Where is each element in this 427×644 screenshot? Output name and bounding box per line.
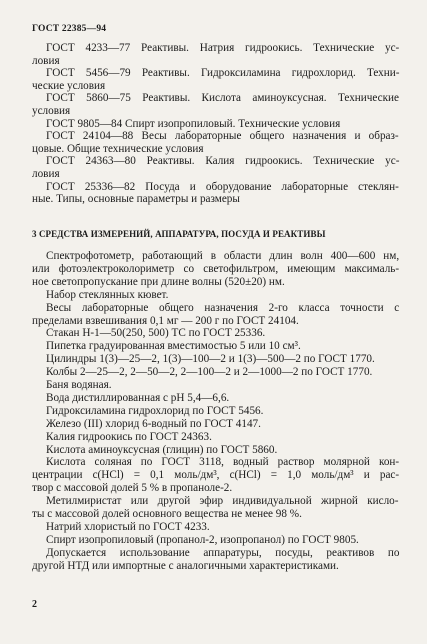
reference-line: ГОСТ 4233—77 Реактивы. Натрия гидроокись. Технические ус- [46, 42, 400, 54]
reference-line: ГОСТ 5860—75 Реактивы. Кислота аминоуксусная. Технические [46, 92, 399, 105]
reference-line: ГОСТ 24104—88 Весы лабораторные общего назначения и образ- [46, 130, 399, 143]
reference-line: условия [32, 105, 71, 117]
equipment-item-line: Набор стеклянных кювет. [46, 288, 169, 301]
equipment-item-line: Метилмиристат или другой эфир индивидуальной жирной кисло- [46, 495, 399, 508]
equipment-item-line: Кислота аминоуксусная (глицин) по ГОСТ 5860. [46, 443, 278, 456]
reference-line: ГОСТ 5456—79 Реактивы. Гидроксиламина гидрохлорид. Техни- [46, 67, 400, 80]
equipment-item-line: Пипетка градуированная вместимостью 5 или 10 см³. [46, 340, 301, 353]
equipment-item-line: Кислота соляная по ГОСТ 3118, водный раствор молярной кон- [46, 456, 400, 469]
equipment-item-line: Колбы 2—25—2, 2—50—2, 2—100—2 и 2—1000—2 по ГОСТ 1770. [46, 366, 373, 379]
equipment-item-line: или фотоэлектроколориметр со светофильтром, имеющим максималь- [32, 262, 400, 275]
equipment-item-line: Спирт изопропиловый (пропанол-2, изопропанол) по ГОСТ 9805. [46, 533, 359, 546]
equipment-item-line: ты с массовой долей основного вещества не менее 98 %. [32, 508, 302, 520]
reference-line: ГОСТ 25336—82 Посуда и оборудование лабораторные стеклян- [46, 180, 399, 193]
equipment-item-line: Цилиндры 1(3)—25—2, 1(3)—100—2 и 1(3)—500—2 по ГОСТ 1770. [46, 353, 375, 366]
equipment-item-line: центрации c(HCl) = 0,1 моль/дм³, c(HCl) = 1,0 моль/дм³ и рас- [32, 469, 400, 482]
reference-line: ческие условия [32, 79, 106, 92]
reference-line: цовые. Общие технические условия [32, 142, 204, 155]
equipment-item-line: Вода дистиллированная с рН 5,4—6,6. [46, 391, 230, 404]
section-heading: 3 СРЕДСТВА ИЗМЕРЕНИЙ, АППАРАТУРА, ПОСУДА И РЕАКТИВЫ [32, 229, 326, 239]
page-header: ГОСТ 22385—94 [32, 24, 107, 34]
reference-line: ГОСТ 9805—84 Спирт изопропиловый. Технические условия [46, 117, 341, 130]
reference-line: ные. Типы, основные параметры и размеры [32, 193, 240, 206]
reference-line: ловия [32, 54, 60, 67]
equipment-item-line: Спектрофотометр, работающий в области длин волн 400—600 нм, [46, 250, 400, 262]
page-number: 2 [32, 599, 37, 610]
equipment-item-line: Натрий хлористый по ГОСТ 4233. [46, 520, 210, 533]
equipment-item-line: другой НТД или импортные с аналогичными характеристиками. [32, 559, 339, 572]
equipment-item-line: Железо (III) хлорид 6-водный по ГОСТ 4147. [46, 417, 261, 430]
equipment-item-line: Баня водяная. [46, 379, 112, 391]
equipment-item-line: пределами взвешивания 0,1 мг — 200 г по ГОСТ 24104. [32, 314, 299, 327]
equipment-item-line: Весы лабораторные общего назначения 2-го класса точности с [46, 301, 400, 314]
equipment-item-line: Гидроксиламина гидрохлорид по ГОСТ 5456. [46, 404, 264, 417]
equipment-item-line: ное светопропускание при длине волны (520±20) нм. [32, 275, 285, 288]
equipment-item-line: Допускается использование аппаратуры, посуды, реактивов по [46, 546, 400, 559]
equipment-item-line: Стакан Н-1—50(250, 500) ТС по ГОСТ 25336. [46, 327, 266, 340]
equipment-item-line: твор с массовой долей 5 % в пропаноле-2. [32, 482, 233, 495]
equipment-item-line: Калия гидроокись по ГОСТ 24363. [46, 430, 212, 443]
reference-line: ГОСТ 24363—80 Реактивы. Калия гидроокись. Технические ус- [46, 155, 400, 168]
reference-line: ловия [32, 168, 60, 180]
